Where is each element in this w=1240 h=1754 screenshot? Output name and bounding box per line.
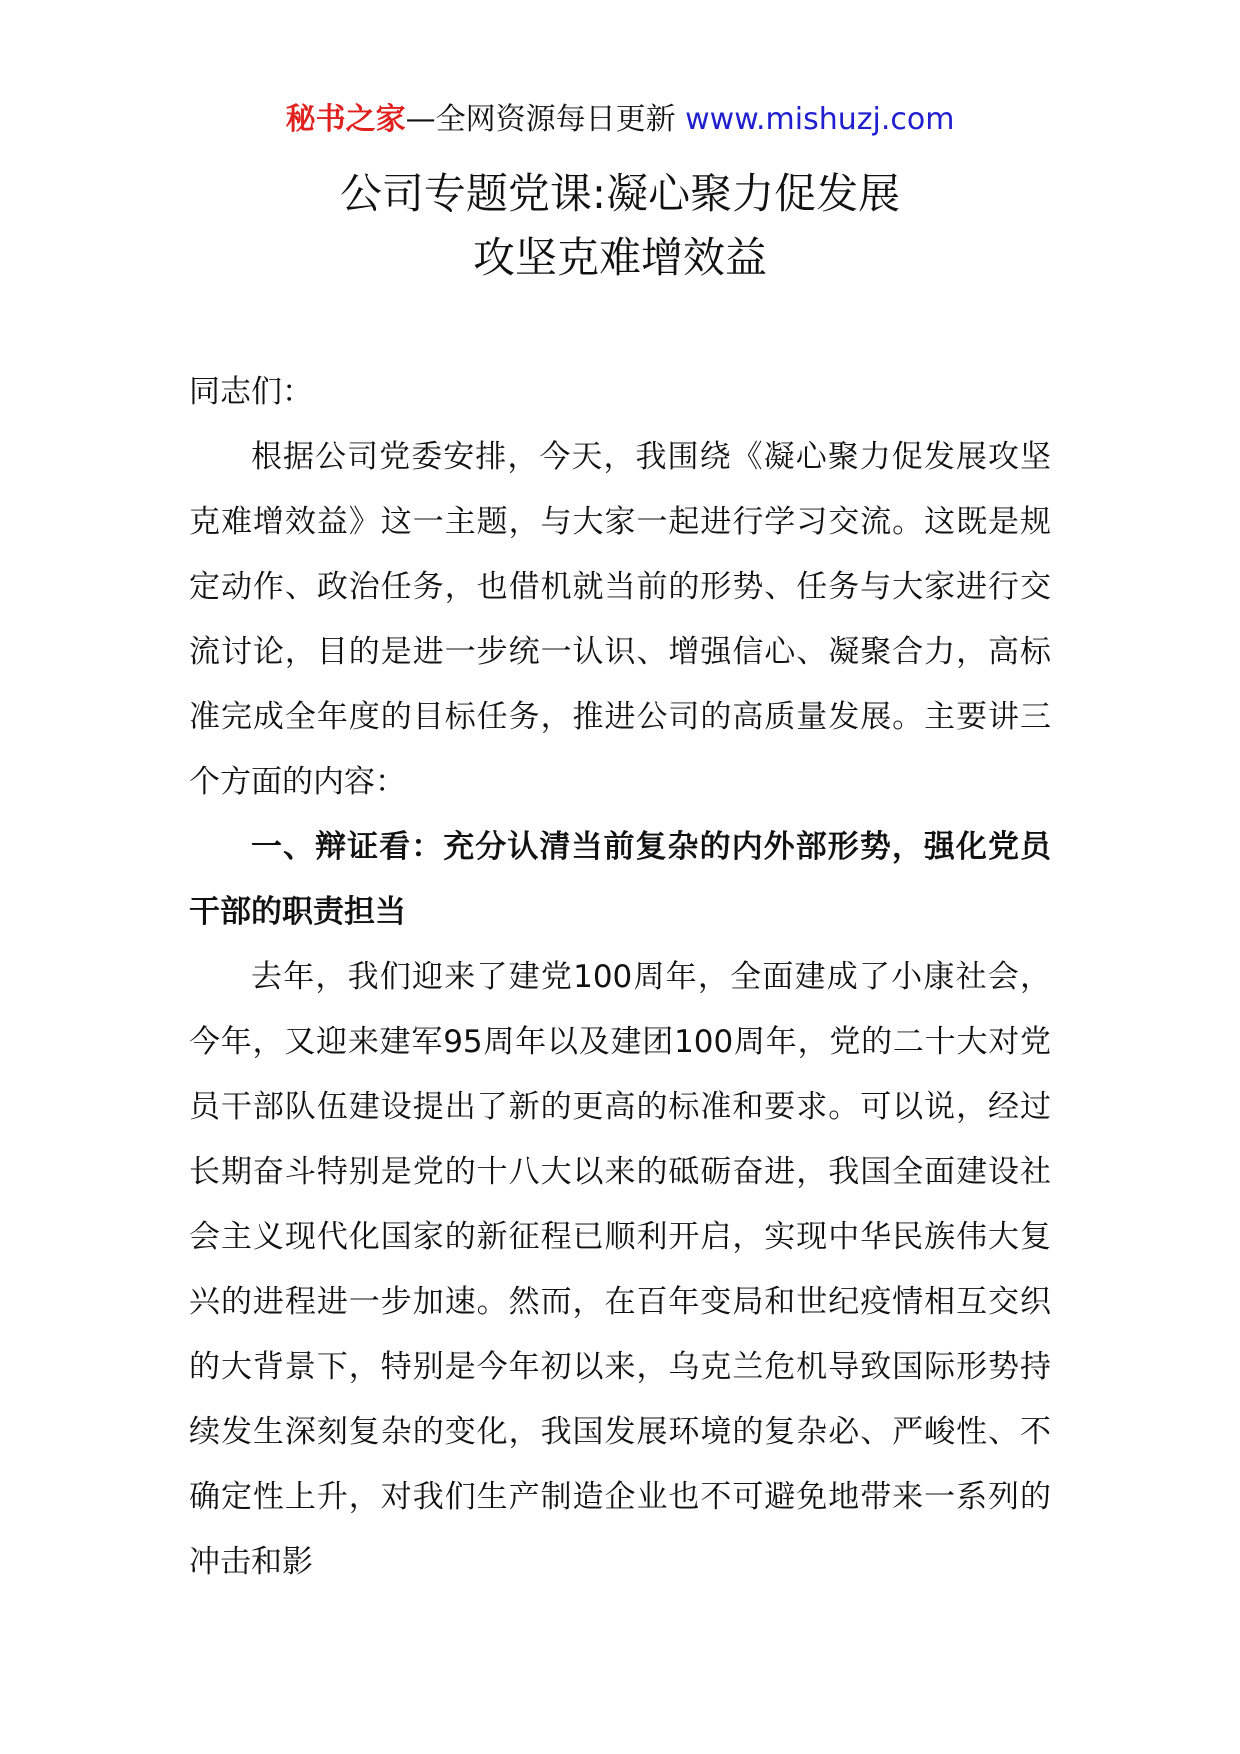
paragraph-intro: 根据公司党委安排，今天，我围绕《凝心聚力促发展攻坚克难增效益》这一主题，与大家一起进行学习交流。这既是规定动作、政治任务，也借机就当前的形势、任务与大家进行交流讨论，目的是进一步统一认识、增强信心、凝聚合力，高标准完成全年度的目标任务，推进公司的高质量发展。主要讲三个方面的内容： bbox=[189, 439, 1051, 800]
site-header bbox=[0, 100, 1240, 140]
document-body bbox=[189, 360, 1051, 1595]
brand-tagline: —全网资源每日更新 bbox=[405, 102, 676, 137]
section-heading-1: 一、辩证看：充分认清当前复杂的内外部形势，强化党员干部的职责担当 bbox=[189, 829, 1051, 930]
brand-name: 秘书之家 bbox=[285, 102, 406, 137]
document-title-line-1: 公司专题党课:凝心聚力促发展 bbox=[339, 169, 901, 218]
document-title-line-2: 攻坚克难增效益 bbox=[472, 233, 767, 282]
salutation: 同志们： bbox=[189, 374, 313, 410]
paragraph-situation: 去年，我们迎来了建党100周年，全面建成了小康社会，今年，又迎来建军95周年以及建团100周年，党的二十大对党员干部队伍建设提出了新的更高的标准和要求。可以说，经过长期奋斗特别是党的十八大以来的砥砺奋进，我国全面建设社会主义现代化国家的新征程已顺利开启，实现中华民族伟大复兴的进程进一步加速。然而，在百年变局和世纪疫情相互交织的大背景下，特别是今年初以来，乌克兰危机导致国际形势持续发生深刻复杂的变化，我国发展环境的复杂必、严峻性、不确定性上升，对我们生产制造企业也不可避免地带来一系列的冲击和影 bbox=[189, 959, 1051, 1580]
brand-url-link[interactable]: www.mishuzj.com bbox=[685, 102, 955, 137]
